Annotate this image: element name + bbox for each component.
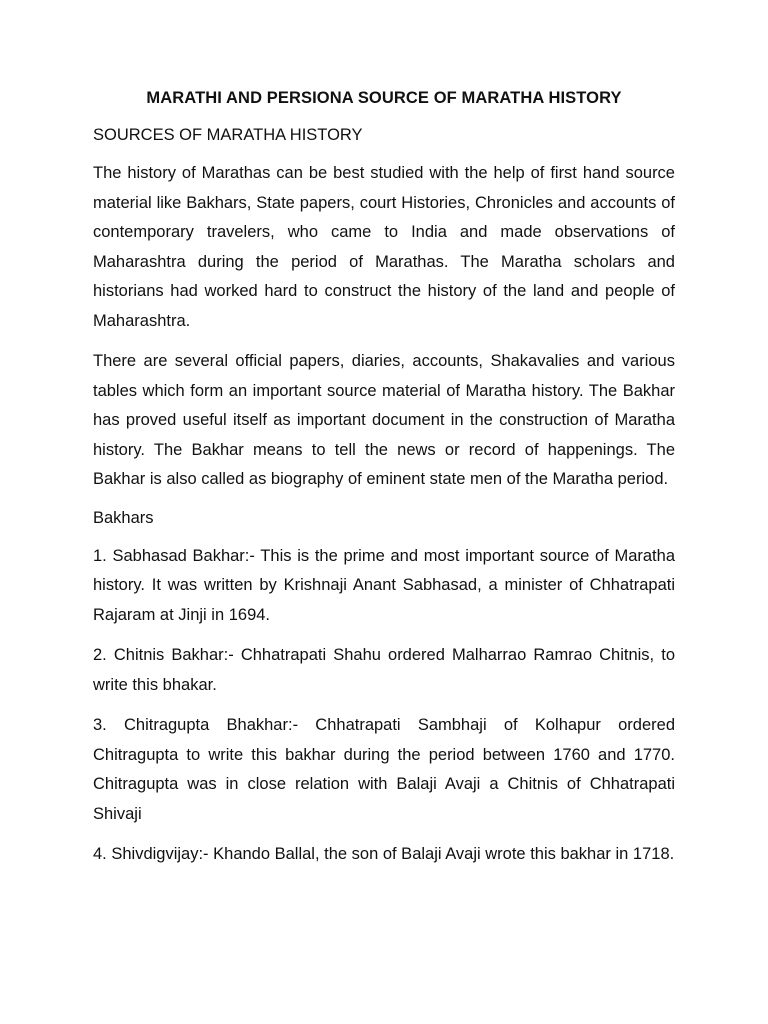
section-heading: SOURCES OF MARATHA HISTORY	[93, 126, 363, 144]
list-item: 3. Chitragupta Bhakhar:- Chhatrapati Sambhaji of Kolhapur ordered Chitragupta to write this bakhar during the period between 1760 and 1770. Chitragupta was in close relation with Balaji Avaji a Chitnis of Chhatrapati Shivaji	[93, 716, 675, 823]
paragraph: There are several official papers, diaries, accounts, Shakavalies and various tables which form an important source material of Maratha history. The Bakhar has proved useful itself as important document in the construction of Maratha history. The Bakhar means to tell the news or record of happenings. The Bakhar is also called as biography of eminent state men of the Maratha period.	[93, 352, 675, 488]
list-item: 4. Shivdigvijay:- Khando Ballal, the son of Balaji Avaji wrote this bakhar in 1718.	[93, 845, 675, 863]
paragraph: The history of Marathas can be best studied with the help of first hand source material like Bakhars, State papers, court Histories, Chronicles and accounts of contemporary travelers, who came to India and made observations of Maharashtra during the period of Marathas. The Maratha scholars and historians had worked hard to construct the history of the land and people of Maharashtra.	[93, 164, 675, 330]
document-title: MARATHI AND PERSIONA SOURCE OF MARATHA HISTORY	[146, 89, 622, 107]
list-item: 1. Sabhasad Bakhar:- This is the prime and most important source of Maratha history. It was written by Krishnaji Anant Sabhasad, a minister of Chhatrapati Rajaram at Jinji in 1694.	[93, 546, 675, 624]
list-item: 2. Chitnis Bakhar:- Chhatrapati Shahu ordered Malharrao Ramrao Chitnis, to write this bhakar.	[93, 646, 675, 694]
subheading-bakhars: Bakhars	[93, 508, 154, 527]
